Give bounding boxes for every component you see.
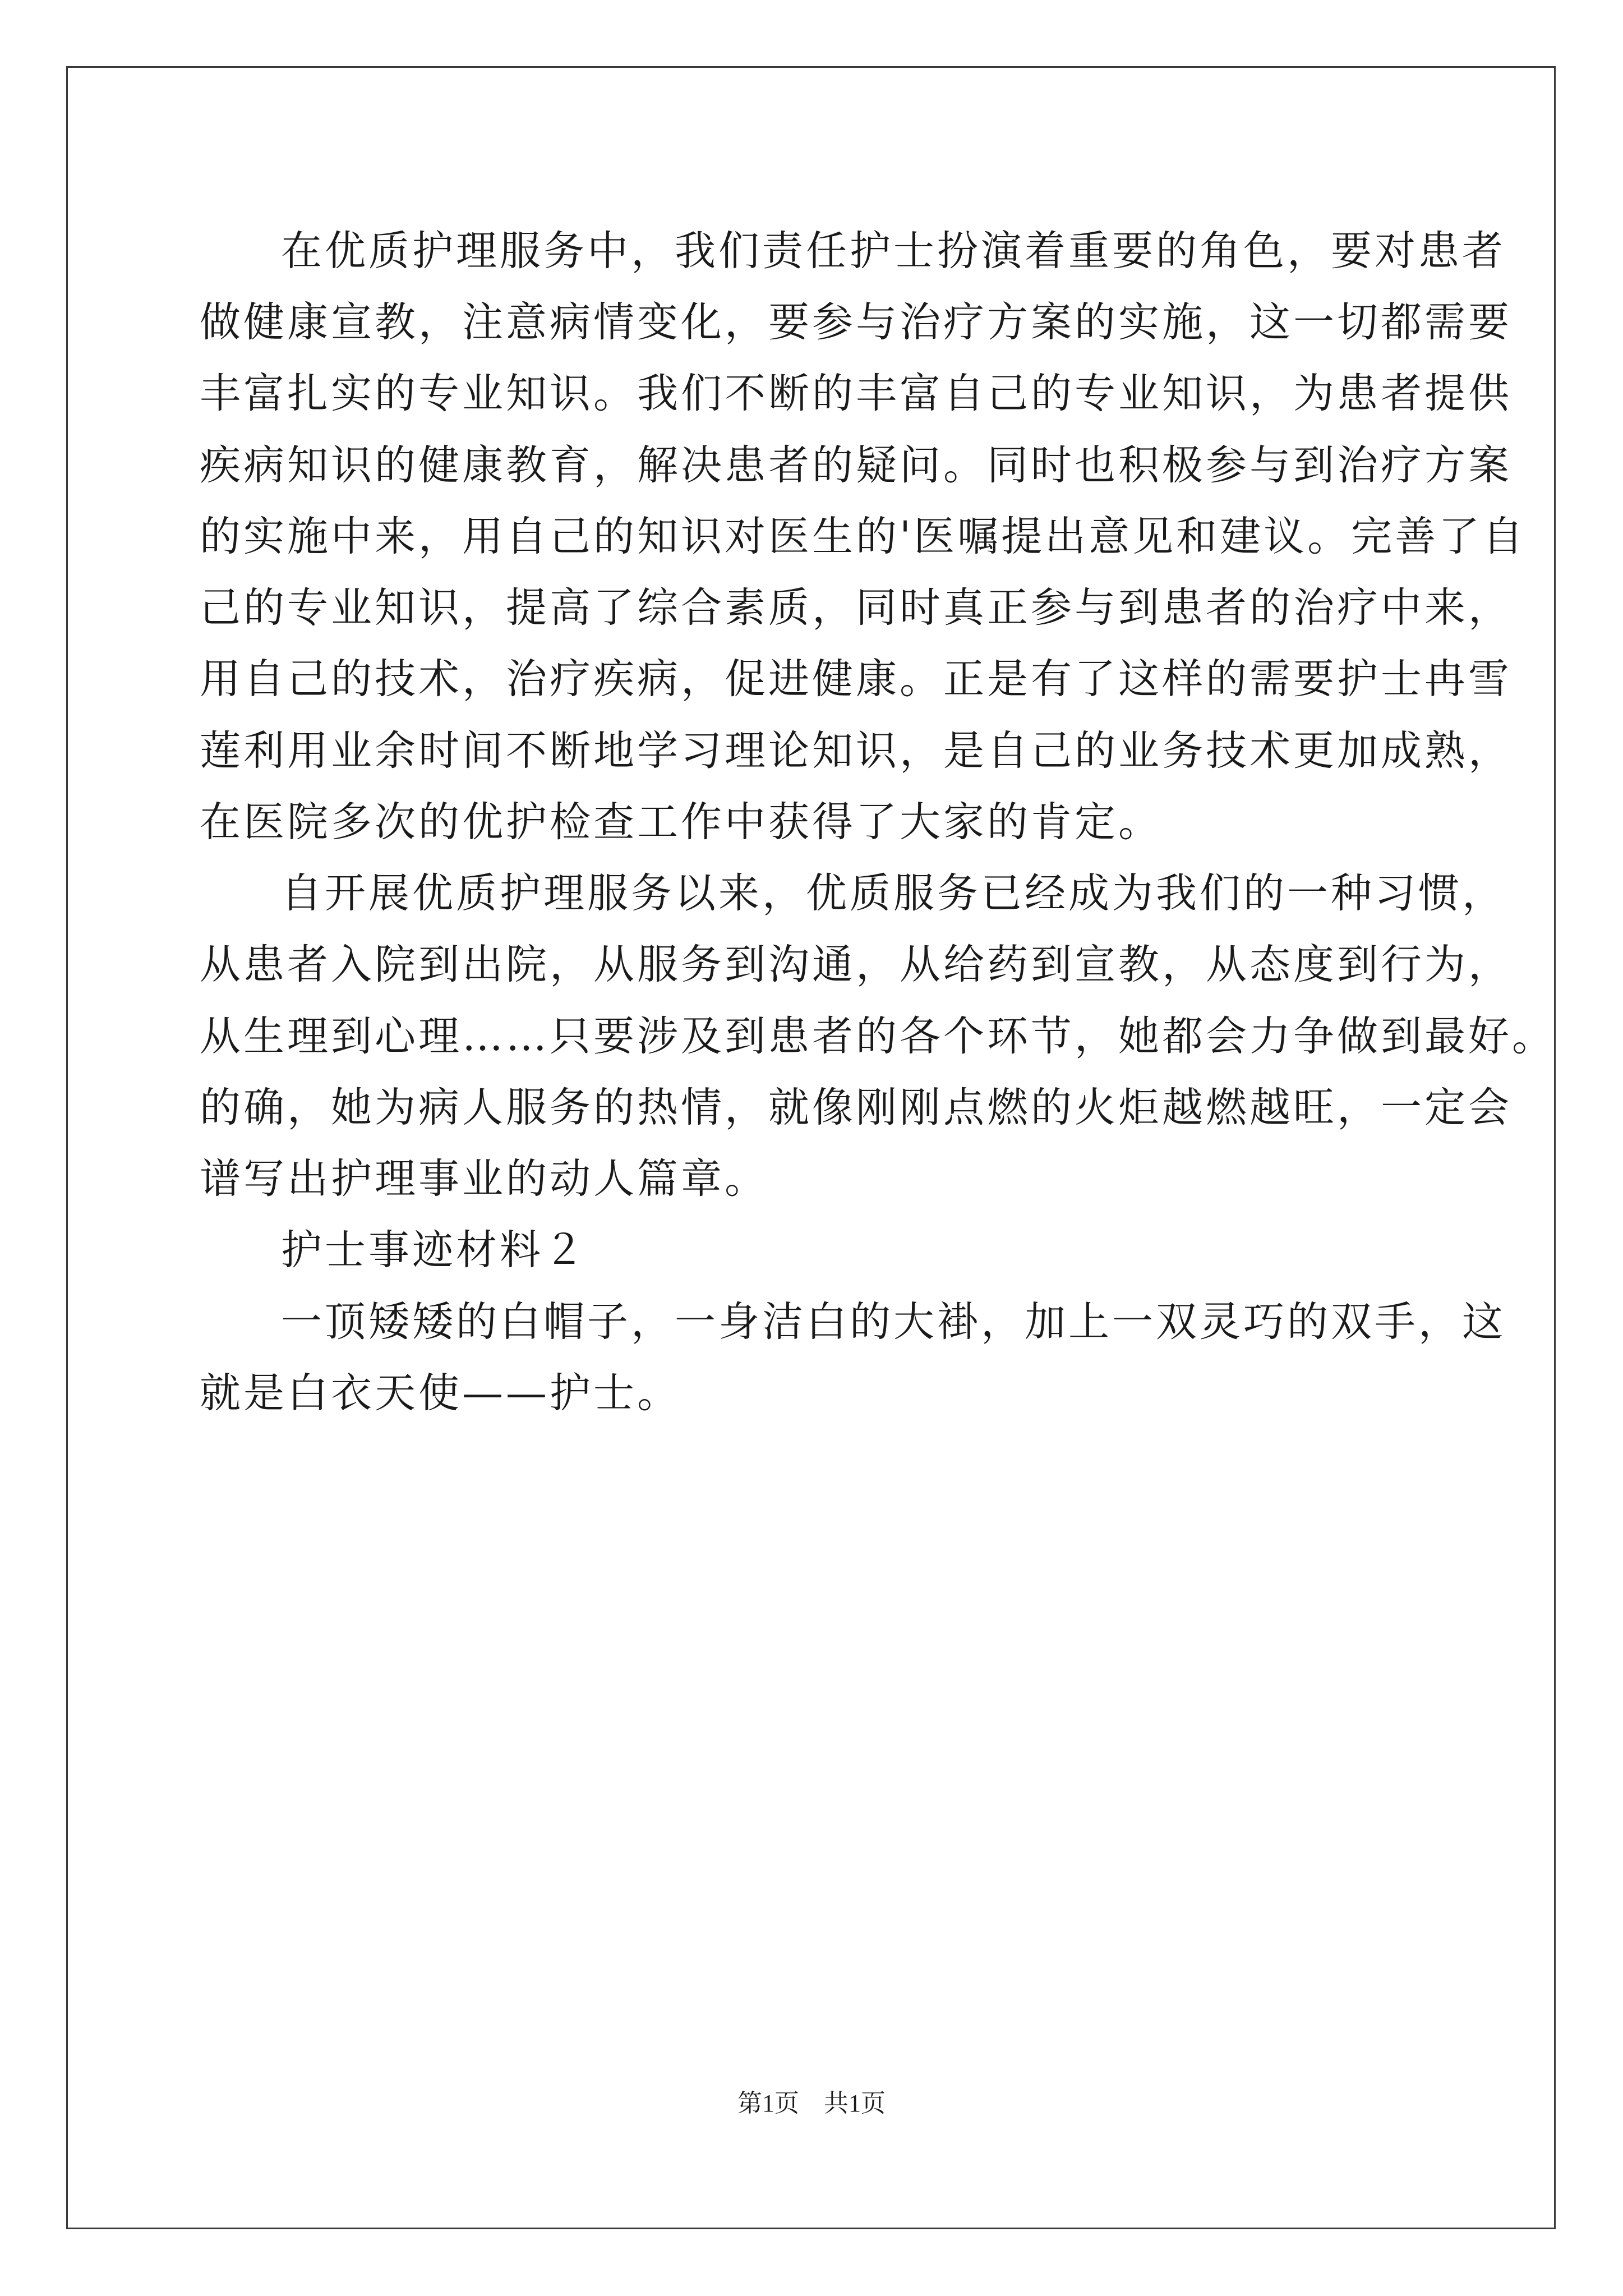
section-heading: 护士事迹材料２ [281, 1226, 587, 1274]
paragraph-3-line-2: 就是白衣天使——护士。 [200, 1369, 681, 1417]
paragraph-1-line-6: 己的专业知识，提高了综合素质，同时真正参与到患者的治疗中来， [200, 584, 1512, 632]
paragraph-2-line-3: 从生理到心理……只要涉及到患者的各个环节，她都会力争做到最好。 [200, 1013, 1556, 1060]
paragraph-2-line-5: 谱写出护理事业的动人篇章。 [200, 1155, 768, 1203]
paragraph-2-line-2: 从患者入院到出院，从服务到沟通，从给药到宣教，从态度到行为， [200, 941, 1512, 988]
paragraph-1-line-4: 疾病知识的健康教育，解决患者的疑问。同时也积极参与到治疗方案 [200, 441, 1512, 489]
paragraph-1-line-1: 在优质护理服务中，我们责任护士扮演着重要的角色，要对患者 [281, 227, 1506, 275]
paragraph-1-line-9: 在医院多次的优护检查工作中获得了大家的肯定。 [200, 798, 1162, 846]
paragraph-1-line-8: 莲利用业余时间不断地学习理论知识，是自己的业务技术更加成熟， [200, 727, 1512, 775]
paragraph-1-line-2: 做健康宣教，注意病情变化，要参与治疗方案的实施，这一切都需要 [200, 298, 1512, 346]
paragraph-2-line-4: 的确，她为病人服务的热情，就像刚刚点燃的火炬越燃越旺，一定会 [200, 1084, 1512, 1131]
page-number-footer: 第1页 共1页 [737, 2090, 886, 2117]
paragraph-1-line-5: 的实施中来，用自己的知识对医生的'医嘱提出意见和建议。完善了自 [200, 513, 1527, 560]
paragraph-1-line-3: 丰富扎实的专业知识。我们不断的丰富自己的专业知识，为患者提供 [200, 370, 1512, 417]
paragraph-2-line-1: 自开展优质护理服务以来，优质服务已经成为我们的一种习惯， [281, 869, 1506, 917]
paragraph-1-line-7: 用自己的技术，治疗疾病，促进健康。正是有了这样的需要护士冉雪 [200, 655, 1512, 703]
paragraph-3-line-1: 一顶矮矮的白帽子，一身洁白的大褂，加上一双灵巧的双手，这 [281, 1298, 1506, 1346]
